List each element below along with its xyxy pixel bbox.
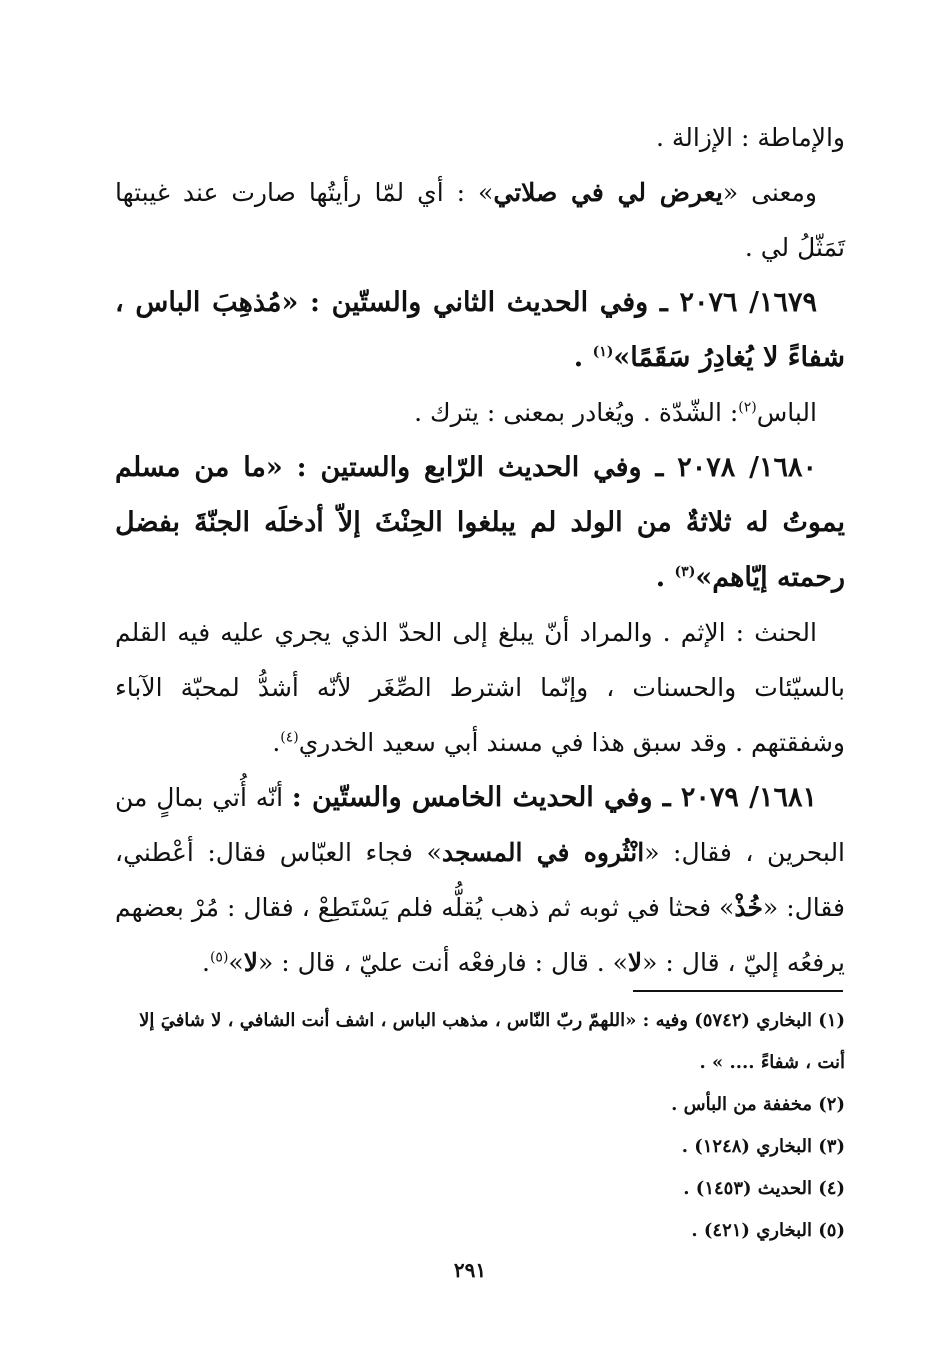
- footnotes: [115, 1000, 845, 1252]
- paragraph-bas: [115, 385, 845, 440]
- hadith-quote: يعرض لي في صلاتي: [493, 178, 723, 207]
- footnote-1: (١) البخاري (٥٧٤٢) وفيه : «اللهمّ ربّ النّاس ، مذهب الباس ، اشف أنت الشافي ، لا شافيَ إلا أنت ، شفاءً .... » .: [139, 1010, 845, 1073]
- hadith-quote: لا: [627, 948, 643, 977]
- paragraph-end: .: [272, 728, 281, 757]
- hadith-text: ١٦٧٩/ ٢٠٧٦ ـ وفي الحديث الثاني والستّين : «مُذهِبَ الباس ، شفاءً لا يُغادِرُ سَقَمًا»: [115, 287, 845, 373]
- hadith-quote: انْثُروه في المسجد: [441, 838, 645, 867]
- text-pre: ومعنى «: [722, 178, 817, 207]
- footnote-ref[interactable]: (٢): [738, 399, 757, 416]
- footnote-ref[interactable]: (١): [592, 344, 614, 360]
- paragraph-hinth: [115, 605, 845, 770]
- footnote-5: (٥) البخاري (٤٢١) .: [691, 1220, 845, 1241]
- footnote-3: (٣) البخاري (١٢٤٨) .: [681, 1136, 845, 1157]
- hadith-end: .: [655, 562, 675, 593]
- paragraph-yarid: [115, 165, 845, 275]
- main-text: [115, 110, 845, 990]
- hadith-text: » فحثا في ثوبه ثم ذهب يُقلُّه فلم يَسْتَطِعْ ، فقال : مُرْ بعضهم يرفعُه إليّ ، قال : «: [115, 893, 845, 977]
- hadith-text: » فجاء العبّاس فقال: أعْطني، فقال: «: [115, 838, 845, 922]
- hadith-text: أنّه أُتي بمالٍ من البحرين ، فقال: «: [115, 783, 846, 867]
- footnote-ref[interactable]: (٤): [280, 729, 299, 746]
- hadith-end: .: [202, 948, 210, 977]
- footnote-2: (٢) مخففة من البأس .: [671, 1094, 845, 1115]
- paragraph-text: والإماطة : الإزالة .: [655, 123, 845, 152]
- footnote-ref[interactable]: (٥): [209, 949, 229, 966]
- hadith-quote: خُذْ: [734, 893, 763, 922]
- hadith-1681: [115, 770, 845, 990]
- footnote-4: (٤) الحديث (١٤٥٣) .: [683, 1178, 845, 1199]
- page-number: ٢٩١: [453, 1258, 487, 1282]
- hadith-text: ١٦٨٠/ ٢٠٧٨ ـ وفي الحديث الرّابع والستين : «ما من مسلم يموتُ له ثلاثةٌ من الولد لم يبلغوا الحِنْثَ إلاّ أدخلَه الجنّةَ بفضل رحمته إيّاهم»: [115, 452, 845, 593]
- hadith-text: » . قال : فارفعْه أنت عليّ ، قال : «: [257, 948, 628, 977]
- text-post: » : أي لمّا رأيتُها صارت عند غيبتها تَمَثّلُ لي .: [115, 178, 845, 262]
- paragraph-text: الباس: [756, 398, 817, 427]
- footnote-ref[interactable]: (٣): [674, 564, 696, 580]
- paragraph-end: : الشّدّة . ويُغادر بمعنى : يترك .: [414, 398, 739, 427]
- paragraph-imata: [115, 110, 845, 165]
- footnote-divider: [633, 990, 843, 992]
- hadith-end: .: [573, 342, 593, 373]
- hadith-1680: [115, 440, 845, 605]
- paragraph-text: الحنث : الإثم . والمراد أنّ يبلغ إلى الحدّ الذي يجري عليه فيه القلم بالسيّئات والحسنات ، وإنّما اشترط الصِّغَر لأنّه أشدُّ لمحبّة الآباء وشفقتهم . وقد سبق هذا في مسند أبي سعيد الخدري: [115, 618, 845, 757]
- hadith-heading: ١٦٨١/ ٢٠٧٩ ـ وفي الحديث الخامس والستّين :: [291, 782, 818, 813]
- hadith-text: »: [228, 948, 244, 977]
- hadith-1679: [115, 275, 845, 385]
- hadith-quote: لا: [243, 948, 258, 977]
